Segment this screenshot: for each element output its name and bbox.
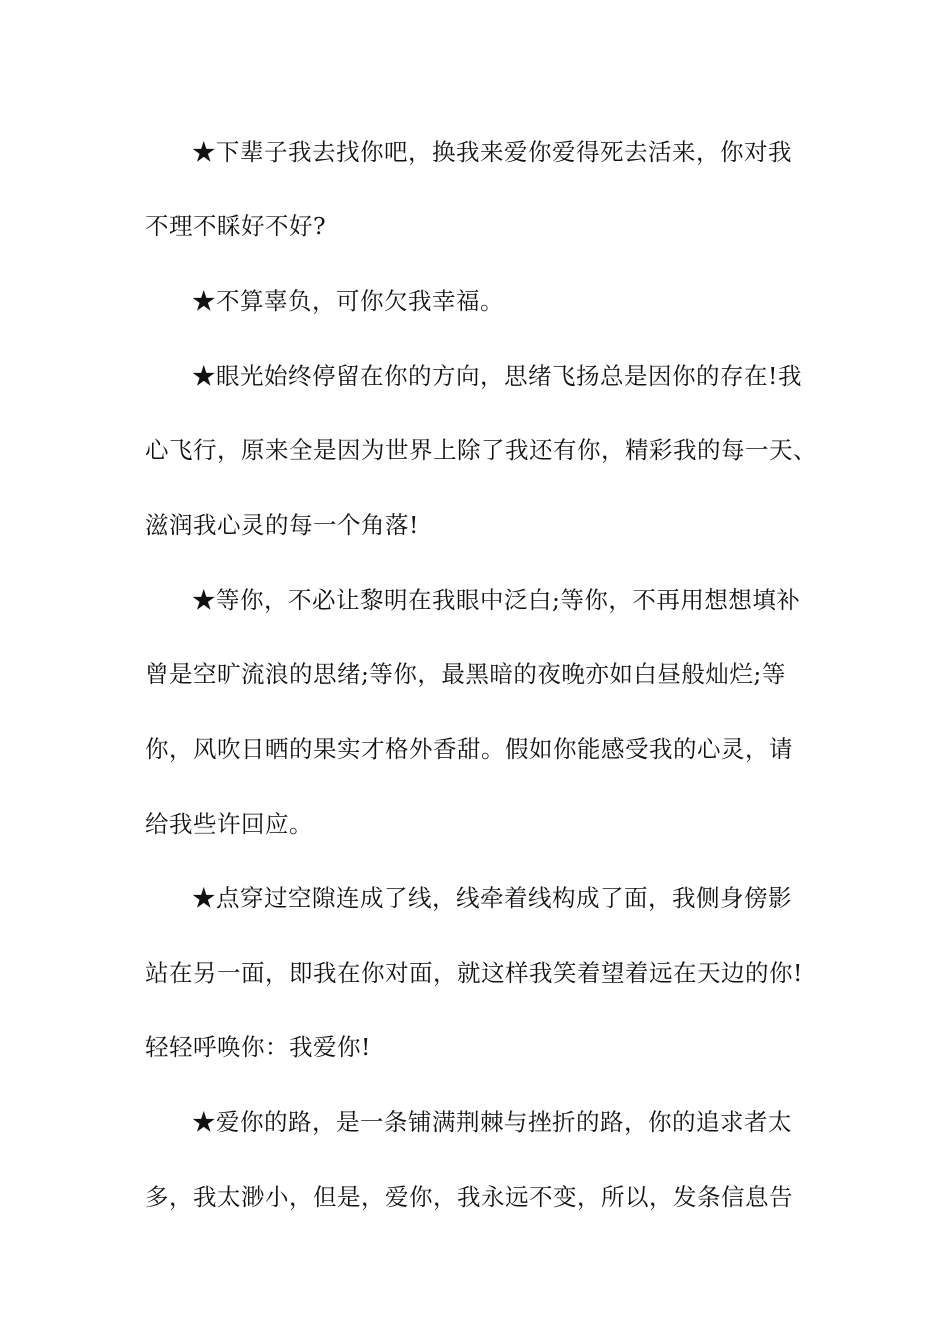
paragraph-4-line-3: 你，风吹日晒的果实才格外香甜。假如你能感受我的心灵，请 (145, 735, 793, 763)
paragraph-6-line-1: ★爱你的路，是一条铺满荆棘与挫折的路，你的追求者太 (192, 1108, 792, 1136)
paragraph-2-line-1: ★不算辜负，可你欠我幸福。 (192, 287, 504, 315)
paragraph-3-line-3: 滋润我心灵的每一个角落! (145, 511, 419, 539)
paragraph-3-line-2: 心飞行，原来全是因为世界上除了我还有你，精彩我的每一天、 (145, 436, 817, 464)
paragraph-4-line-1: ★等你，不必让黎明在我眼中泛白;等你，不再用想想填补 (192, 586, 801, 614)
paragraph-5-line-1: ★点穿过空隙连成了线，线牵着线构成了面，我侧身傍影 (192, 884, 792, 912)
paragraph-5-line-3: 轻轻呼唤你：我爱你! (145, 1033, 371, 1061)
paragraph-1-line-1: ★下辈子我去找你吧，换我来爱你爱得死去活来，你对我 (192, 138, 792, 166)
paragraph-3-line-1: ★眼光始终停留在你的方向，思绪飞扬总是因你的存在!我 (192, 362, 802, 390)
paragraph-1-line-2: 不理不睬好不好? (145, 212, 327, 240)
paragraph-4-line-2: 曾是空旷流浪的思绪;等你，最黑暗的夜晚亦如白昼般灿烂;等 (145, 660, 786, 688)
paragraph-4-line-4: 给我些许回应。 (145, 810, 313, 838)
paragraph-5-line-2: 站在另一面，即我在你对面，就这样我笑着望着远在天边的你! (145, 959, 803, 987)
paragraph-6-line-2: 多，我太渺小，但是，爱你，我永远不变，所以，发条信息告 (145, 1183, 793, 1211)
